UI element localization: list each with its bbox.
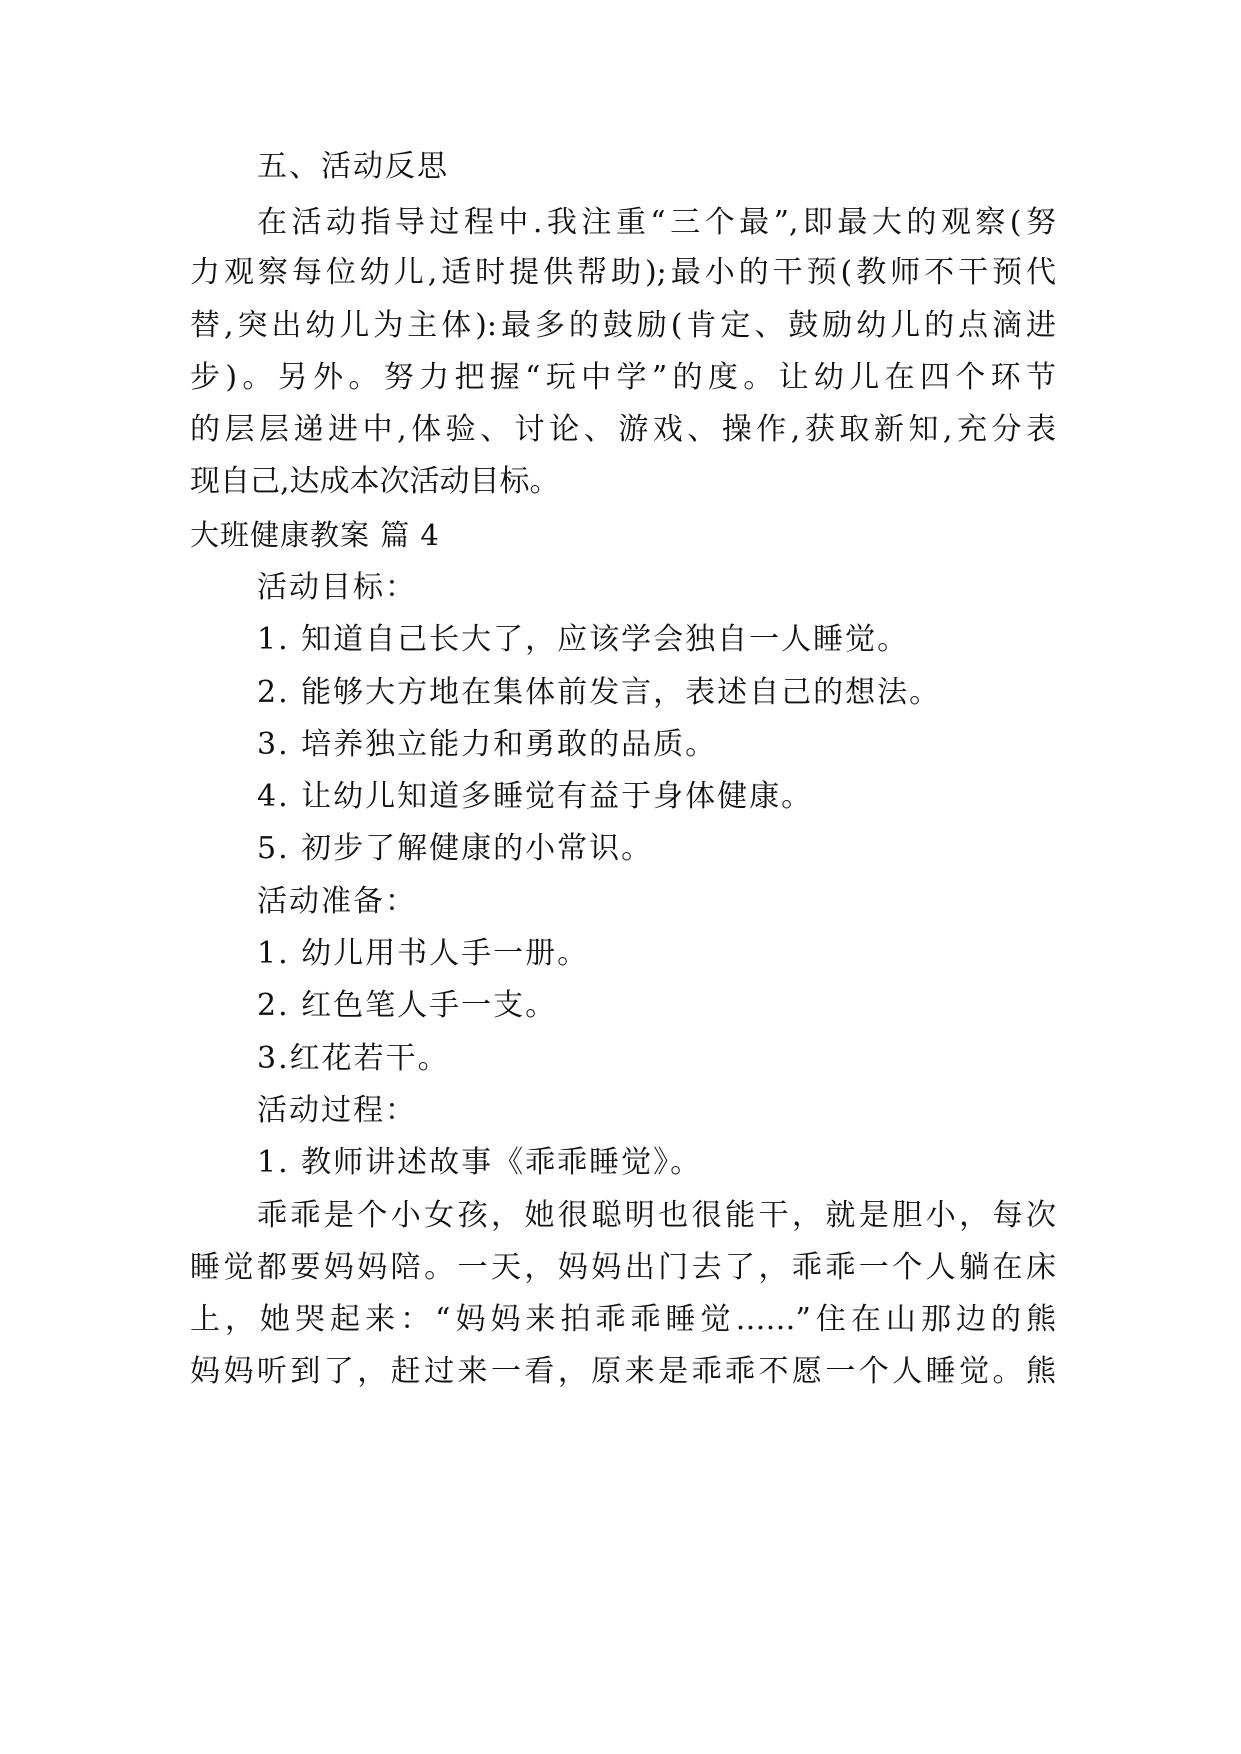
prep-item-2: 2. 红色笔人手一支。 [257, 988, 558, 1023]
section-5-title: 五、活动反思 [257, 149, 449, 184]
prep-item-3: 3.红花若干。 [257, 1041, 450, 1076]
prep-item-1: 1. 幼儿用书人手一册。 [257, 936, 590, 971]
goal-item-5: 5. 初步了解健康的小常识。 [257, 831, 654, 866]
goal-item-3: 3. 培养独立能力和勇敢的品质。 [257, 727, 718, 762]
goal-item-2: 2. 能够大方地在集体前发言，表述自己的想法。 [257, 675, 942, 710]
goals-heading: 活动目标： [257, 570, 417, 605]
reflection-line-3: 替,突出幼儿为主体):最多的鼓励(肯定、鼓励幼儿的点滴进 [190, 308, 1056, 343]
story-line-3: 上，她哭起来：“妈妈来拍乖乖睡觉……”住在山那边的熊 [190, 1302, 1056, 1337]
goal-item-4: 4. 让幼儿知道多睡觉有益于身体健康。 [257, 779, 814, 814]
story-line-1: 乖乖是个小女孩，她很聪明也很能干，就是胆小，每次 [257, 1198, 1056, 1233]
reflection-line-1: 在活动指导过程中.我注重“三个最”,即最大的观察(努 [257, 205, 1056, 240]
reflection-line-2: 力观察每位幼儿,适时提供帮助);最小的干预(教师不干预代 [190, 255, 1056, 290]
prep-heading: 活动准备： [257, 884, 417, 919]
reflection-line-4: 步)。另外。努力把握“玩中学”的度。让幼儿在四个环节 [190, 360, 1056, 395]
goal-item-1: 1. 知道自己长大了，应该学会独自一人睡觉。 [257, 622, 910, 657]
lesson-title: 大班健康教案 篇 4 [190, 518, 440, 552]
reflection-line-6: 现自己,达成本次活动目标。 [190, 464, 560, 499]
process-step-1: 1. 教师讲述故事《乖乖睡觉》。 [257, 1145, 703, 1180]
process-heading: 活动过程： [257, 1093, 417, 1128]
reflection-line-5: 的层层递进中,体验、讨论、游戏、操作,获取新知,充分表 [190, 412, 1056, 447]
story-line-4: 妈妈听到了，赶过来一看，原来是乖乖不愿一个人睡觉。熊 [190, 1354, 1056, 1389]
story-line-2: 睡觉都要妈妈陪。一天，妈妈出门去了，乖乖一个人躺在床 [190, 1250, 1056, 1285]
